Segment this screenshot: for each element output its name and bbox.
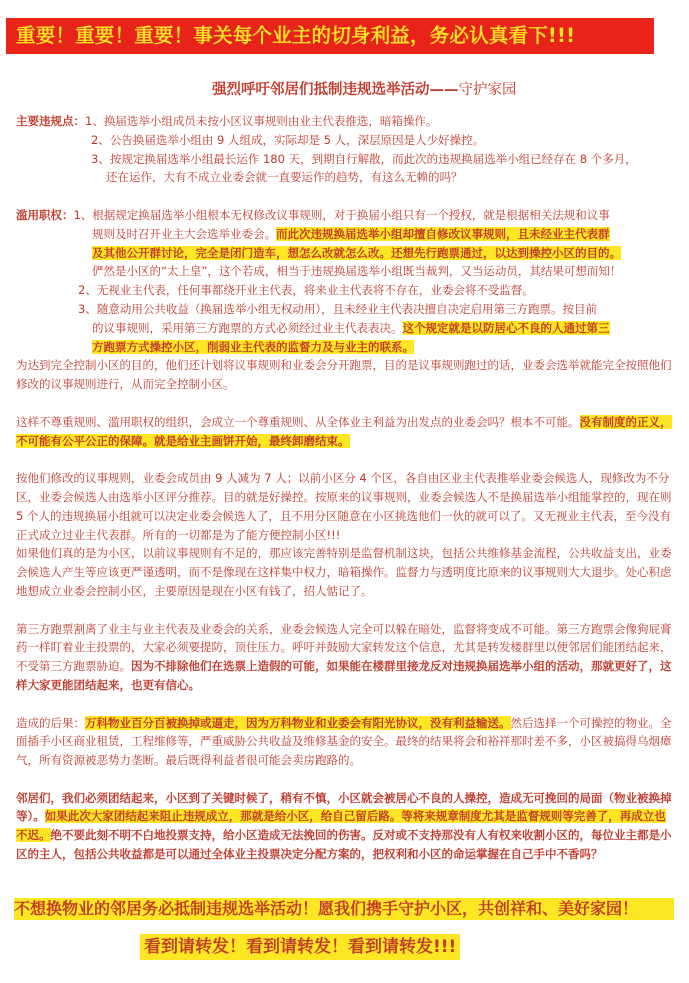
paragraph-call-to-action: [16, 789, 672, 864]
highlight-text: 这个规定就是以防居心不良的人通过第三: [402, 320, 610, 335]
highlight-text: 没有制度的正义，不可能有公平公正的保障。就是给业主画饼开始，最终卸磨结束。: [16, 414, 672, 448]
abuse-item-3-highlight: [16, 338, 672, 357]
repost-slogan: 看到请转发！看到请转发！看到请转发!!!: [140, 934, 460, 960]
abuse-item-1-cont: 规则及时召开业主大会选举业委会。而此次违规换届选举小组却擅自修改议事规则，且未经业主代表群: [92, 226, 610, 241]
paragraph-no-justice: 这样不尊重规则、滥用职权的组织，会成立一个尊重规则、从全体业主利益为出发点的业委会吗？根本不可能。没有制度的正义，不可能有公平公正的保障。就是给业主画饼开始，最终卸磨结束。: [16, 414, 672, 448]
paragraph-consequences: 造成的后果：万科物业百分百被换掉或逼走，因为万科物业和业委会有阳光协议，没有利益输送。然后选择一个可操控的物业。全面插手小区商业租赁，工程维修等，严重威胁公共收益及维修基金的安全。最终的结果将会和裕祥那时差不多，小区被搞得乌烟瘴气，所有资源被恶势力垄断。最后既得利益者很可能会卖房跑路的。: [16, 715, 672, 768]
warning-banner: 重要！重要！重要！事关每个业主的切身利益，务必认真看下!!!: [6, 18, 654, 54]
highlight-text: 如果此次大家团结起来阻止违规成立，那就是给小区，给自己留后路。等将来规章制度尤其是监督规则等完善了，再成立也不迟。: [16, 809, 666, 843]
paragraph-supervision: 如果他们真的是为小区，以前议事规则有不足的，那应该完善特别是监督机制这块，包括公共维修基金流程，公共收益支出，业委会候选人产生等应该更严谨透明，而不是像现在这样集中权力，暗箱操作。监督力与透明度比原来的议事规则大大退步。处心积虑地想成立业委会控制小区，主要原因是现在小区有钱了，招人惦记了。: [16, 546, 672, 598]
title-suffix: 守护家园: [458, 82, 517, 98]
page-title: [212, 78, 517, 99]
violations-item-3: 3、按规定换届选举小组最长运作 180 天，到期自行解散，而此次的违规换届选举小组已经存在 8 个多月，: [91, 151, 637, 166]
violations-label: 主要违规点：: [16, 114, 85, 128]
highlight-text: 而此次违规换届选举小组却擅自修改议事规则，且未经业主代表群: [276, 226, 610, 241]
highlight-text: 万科物业百分百被换掉或逼走，因为万科物业和业委会有阳光协议，没有利益输送。: [85, 715, 511, 730]
abuse-item-3: 3、随意动用公共收益（换届选举小组无权动用），且未经业主代表决擅自决定启用第三方跑票。按目前: [78, 301, 598, 316]
violations-item-1: 主要违规点：1、换届选举小组成员未按小区议事规则由业主代表推选，暗箱操作。: [16, 114, 438, 128]
abuse-item-2: 2、无视业主代表，任何事都绕开业主代表，将来业主代表将不存在，业委会将不受监督。: [78, 283, 534, 298]
bold-text: 绝不要此刻不明不白地投票支持，给小区造成无法挽回的伤害。反对或不支持那没有人有权来收割小区的，每位业主都是小区的主人，包括公共收益都是可以通过全体业主投票决定分配方案的，把权利和小区的命运掌握在自己手中不香吗？: [16, 828, 672, 862]
closing-slogan: 不想换物业的邻居务必抵制违规选举活动！愿我们携手守护小区，共创祥和、美好家园！: [14, 898, 674, 920]
violations-item-3-cont: 还在运作，大有不成立业委会就一直要运作的趋势，有这么无赖的吗？: [106, 170, 463, 185]
abuse-label: 滥用职权：: [16, 207, 74, 222]
abuse-item-1-highlight: [16, 244, 672, 263]
title-main: 强烈呼吁邻居们抵制违规选举活动——: [212, 82, 459, 98]
abuse-item-1: 滥用职权：1、根据规定换届选举小组根本无权修改议事规则，对于换届小组只有一个授权，就是根据相关法规和议事: [16, 207, 610, 222]
article-body: [16, 112, 672, 864]
bold-text: 因为不排除他们在选票上造假的可能，如果能在楼群里接龙反对违规换届选举小组的活动，那就更好了，这样大家更能团结起来，也更有信心。: [16, 659, 672, 692]
paragraph-third-party: 第三方跑票割离了业主与业主代表及业委会的关系，业委会候选人完全可以躲在暗处，监督将变成不可能。第三方跑票会像狗屁膏药一样盯着业主投票的，大家必须要提防，顶住压力。呼吁并鼓励大家转发这个信息，尤其是转发楼群里以便邻居们能团结起来，不受第三方跑票胁迫。因为不排除他们在选票上造假的可能，如果能在楼群里接龙反对违规换届选举小组的活动，那就更好了，这样大家更能团结起来，也更有信心。: [16, 621, 672, 692]
paragraph-plan: 为达到完全控制小区的目的，他们还计划将议事规则和业委会分开跑票，目的是议事规则跑过的话，业委会选举就能完全按照他们修改的议事规则进行，从而完全控制小区。: [16, 358, 672, 392]
consequences-label: 造成的后果：: [16, 715, 85, 730]
paragraph-rule-changes: 按他们修改的议事规则，业委会成员由 9 人减为 7 人；以前小区分 4 个区，各自由区业主代表推举业委会候选人，现修改为不分区，业委会候选人由选举小区评分推荐。目的就是好操控。按原来的议事规则，业委会候选人不是换届选举小组能掌控的，现在则 5 个人的违规换届小组就可以决定业委会候选人了，且不用分区随意在小区挑选他们一伙的就可以了。又无视业主代表，至今没有正式成立过业主代表群。所有的一切都是为了能方便控制小区!!!: [16, 471, 672, 542]
violations-item-2: 2、公告换届选举小组由 9 人组成，实际却是 5 人，深层原因是人少好操控。: [91, 132, 485, 147]
bold-text: 邻居们，我们必须团结起来，小区到了关键时候了，稍有不慎，小区就会被居心不良的人操控，造成无可挽回的局面（物业被换掉等）。: [16, 790, 672, 824]
abuse-item-3-cont: 的议事规则，采用第三方跑票的方式必须经过业主代表表决。这个规定就是以防居心不良的人通过第三: [92, 320, 610, 335]
highlight-text: 方跑票方式操控小区，削弱业主代表的监督力及与业主的联系。: [92, 339, 414, 354]
highlight-text: 及其他公开群讨论，完全是闭门造车，想怎么改就怎么改。还想先行跑票通过，以达到操控小区的目的。: [92, 245, 621, 260]
abuse-item-1-end: 俨然是小区的“太上皇”，这个若成，相当于违规换届选举小组既当裁判，又当运动员，其结果可想而知！: [92, 264, 622, 279]
